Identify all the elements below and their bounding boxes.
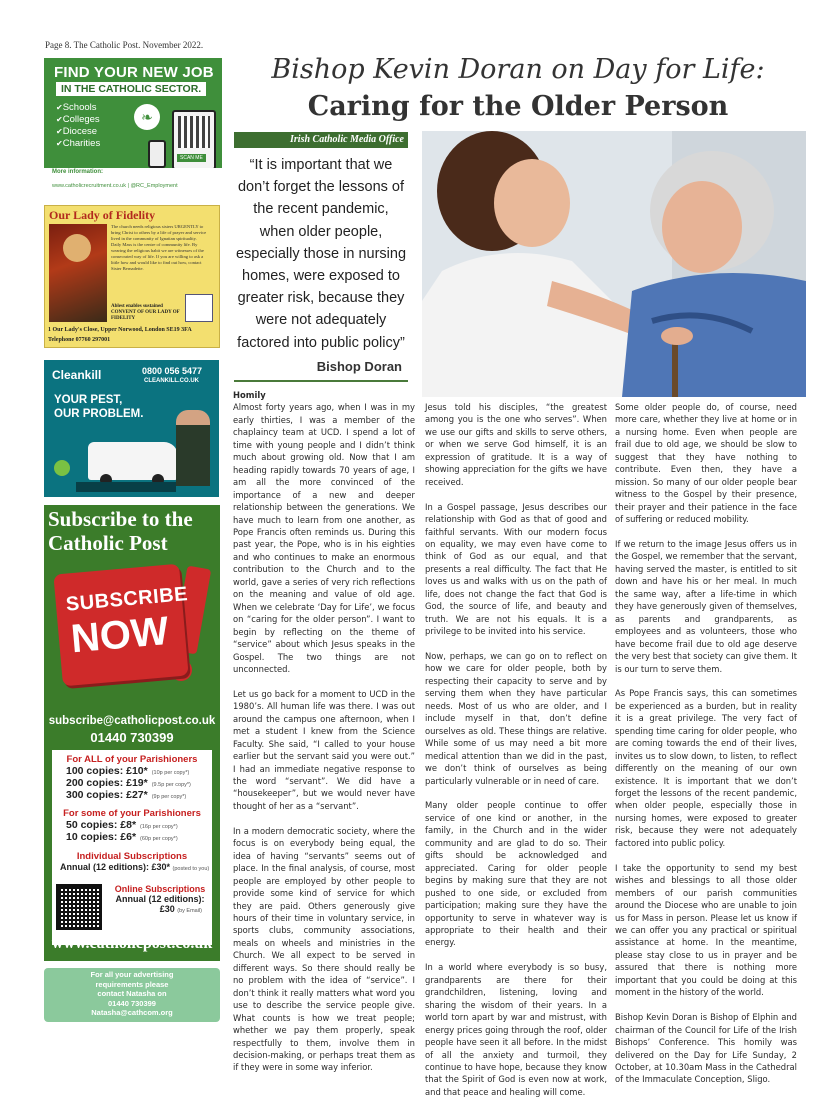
list-item: ✔ Charities bbox=[56, 138, 100, 150]
ad-phone[interactable]: 0800 056 5477 bbox=[142, 366, 203, 376]
caregiver-elderly-photo bbox=[422, 131, 806, 397]
van-image bbox=[88, 442, 178, 480]
subscribe-stamp bbox=[53, 564, 188, 687]
article-paragraph: In a world where everybody is so busy, grandparents are there for their grandchildren, listening, loving and sharing the wisdom of their years. In a world torn apart by war and mistrust, with energy prices going through the roof, older people have seen it all before. In the midst of all the anxiety and turmoil, they continue to have hope, because they know that the Spirit of God is even now at work, and that peace and healing will come. bbox=[425, 962, 607, 1097]
more-info-label: More information: bbox=[52, 169, 103, 175]
price-heading: For ALL of your Parishioners bbox=[66, 754, 198, 765]
article-column-3 bbox=[615, 401, 797, 1098]
cleankill-ad[interactable] bbox=[44, 360, 219, 497]
article-column-2 bbox=[425, 401, 607, 1111]
cleankill-logo: Cleankill bbox=[52, 368, 102, 382]
qr-code[interactable] bbox=[56, 884, 102, 930]
headline-line2: Caring for the Older Person bbox=[307, 91, 729, 122]
subscribe-email[interactable]: subscribe@catholicpost.co.uk bbox=[48, 715, 216, 727]
price-group-online bbox=[112, 884, 208, 914]
ad-headline: FIND YOUR NEW JOB bbox=[54, 64, 214, 81]
price-heading: For some of your Parishioners bbox=[63, 808, 201, 819]
page-folio: Page 8. The Catholic Post. November 2022. bbox=[45, 40, 204, 50]
ad-website[interactable]: CLEANKILL.CO.UK bbox=[144, 378, 199, 384]
stamp-text: NOW bbox=[69, 608, 171, 662]
pull-quote-author: Bishop Doran bbox=[316, 359, 402, 374]
price-heading: Online Subscriptions bbox=[114, 884, 206, 894]
article-paragraph: Let us go back for a moment to UCD in the 1980’s. All human life was there. I was out around the campus one afternoon, when I met a student I knew from the Science Faculty. She said, “I called to your house earlier but the servant said you were out.” I had an immediate negative response to the word “servant”. We did have a “housekeeper”, but we would never have thought of her as a “servant”. bbox=[233, 688, 415, 811]
subscribe-phone[interactable]: 01440 730399 bbox=[90, 730, 174, 745]
price-panel bbox=[52, 750, 212, 945]
photo-illustration bbox=[422, 131, 806, 397]
ad-slogan: OUR PROBLEM. bbox=[54, 408, 144, 420]
article-paragraph: Bishop Kevin Doran is Bishop of Elphin and chairman of the Council for Life of the Irish Bishops’ Conference. This homily was delivered on the Day for Life Sunday, 2 October, at 10.30am Mass in the Cathedral of the Immaculate Conception, Sligo. bbox=[615, 1012, 797, 1085]
ad-title: Our Lady of Fidelity bbox=[49, 208, 156, 222]
price-group-all bbox=[52, 754, 212, 801]
article-paragraph: Almost forty years ago, when I was in my early thirties, I was a member of the chaplaincy team at UCD. I spend a lot of time with young people and I didn’t think much about growing old. Now that I am heading rapidly towards 70 years of age, I am all the more convinced of the importance of a new and deeper relationship between the generations. We have much to learn from one another, as Pope Francis often reminds us. During this past year, the Pope, who is in his eighties and who continues to make an enormous contribution to the Church and to the world, gave a series of very rich reflections on the meaning and value of old age. When we celebrate ‘Day for Life’, we focus on “caring for the older person”. I want to begin by reflecting on the theme of “service” about which Jesus speaks in the Gospel. The two things are not unconnected. bbox=[233, 402, 415, 674]
article-paragraph: In a Gospel passage, Jesus describes our relationship with God as that of good and faithful servants. With our modern focus on equality, we may even have come to think of God as our equal, and that presents a real difficulty. The fact that He loves us and walks with us on the path of life, does not change the fact that God is God, the source of life, and beauty and truth. We are not his equals. It is a privilege to be invited into his service. bbox=[425, 501, 607, 637]
divider bbox=[234, 380, 408, 382]
madonna-image bbox=[49, 224, 107, 322]
ad-subheadline: IN THE CATHOLIC SECTOR. bbox=[56, 82, 206, 96]
price-group-individual bbox=[52, 851, 212, 872]
article-paragraph: Now, perhaps, we can go on to reflect on how we care for older people, both by respecting their capacity to serve and by serving them when they have particular needs. Most of us who are older, and I include myself in that, don’t define ourselves as old. These things are relative. While some of us may need a bit more medical attention than we did in the past, we don’t think of ourselves as being particularly vulnerable or in need of care. bbox=[425, 651, 607, 786]
subscribe-ad[interactable] bbox=[44, 505, 220, 961]
fidelity-convent-ad[interactable] bbox=[44, 205, 220, 348]
list-item: ✔ Diocese bbox=[56, 126, 100, 138]
article-paragraph: Some older people do, of course, need more care, whether they live at home or in a nursing home. Even when people are frail due to old age, we should be slow to suggest that they have nothing to contribute. Even then, they have a mission. So many of our older people bear witness to the Gospel by their presence, their prayer and their patience in the face of suffering or reduced mobility. bbox=[615, 402, 797, 525]
list-item: ✔ Colleges bbox=[56, 114, 100, 126]
headline-line1: Bishop Kevin Doran on Day for Life: bbox=[271, 54, 765, 85]
ad-list bbox=[56, 102, 100, 150]
article-paragraph: If we return to the image Jesus offers us in the Gospel, we remember that the servant, having served the master, is entitled to sit down and have his or her meal. In much the same way, after a life-time in which they have generously given of themselves, as parents and grandparents, as employees and as volunteers, those who have become frail due to old age deserve the very best that society can give them. It is our turn to serve them. bbox=[615, 538, 798, 674]
article-paragraph: In a modern democratic society, where the focus is on everybody being equal, the idea of having “servants” seems out of place. In the final analysis, of course, most people are employed by other people to provide some kind of service for which they are paid. Others generously give hours of their time in voluntary service, in sports clubs, community associations, meals on wheels and ministries in the Church. We all expect to be served in different ways. So there should really be no problem with the idea of “service”. I don’t think it really matters what word you use to describe the service people give. What counts is how we treat people; whether we pay them properly, speak respectfully to them, involve them in decision-making, or perhaps treat them as if they were in some way inferior. bbox=[233, 825, 415, 1073]
article-paragraph: I take the opportunity to send my best wishes and blessings to all those older members of our parish communities around the Diocese who are unable to join us for Mass in person. Please let us know if we can offer you any practical or spiritual assistance at home. In the meantime, please stay close to us in prayer and be assured that there is nothing more important that you could be doing at this moment in the history of the world. bbox=[615, 862, 797, 998]
list-item: ✔ Schools bbox=[56, 102, 100, 114]
contact-line: For all your advertising bbox=[90, 970, 174, 979]
byline: Irish Catholic Media Office bbox=[234, 132, 408, 148]
price-group-some bbox=[52, 808, 212, 843]
delivery-note: * including delivery bbox=[124, 924, 175, 930]
price-row: 100 copies: £10* (10p per copy*) bbox=[66, 765, 190, 777]
ad-title: Subscribe to the Catholic Post bbox=[48, 507, 193, 555]
section-heading: Homily bbox=[233, 390, 266, 400]
price-row: 10 copies: £6* (60p per copy*) bbox=[66, 831, 178, 843]
article-paragraph: As Pope Francis says, this can sometimes be experienced as a burden, but in reality it is a great privilege. The very fact of spending time caring for older people, who are coming towards the end of their lives, invites us to slow down, to listen, to reflect differently on the meaning of our own existence. It is important that we don’t forget the lessons of the recent pandemic, when older people, especially those in nursing homes, were exposed to greater risk, because they were not adequately factored into public policy. bbox=[615, 688, 797, 848]
technician-image bbox=[176, 410, 210, 486]
price-heading: Individual Subscriptions bbox=[76, 851, 188, 862]
qr-code[interactable] bbox=[178, 116, 210, 148]
subscribe-website[interactable]: www.catholicpost.co.uk bbox=[51, 935, 213, 952]
price-row: £30 (by Email) bbox=[159, 904, 202, 914]
contact-line: contact Natasha on bbox=[97, 989, 167, 998]
badge-icon bbox=[54, 460, 70, 476]
advertising-contact-box[interactable] bbox=[44, 968, 220, 1022]
article-paragraph: Jesus told his disciples, “the greatest among you is the one who serves”. When we use our gifts and skills to serve others, or when we serve God himself, it is an expression of gratitude. It is a way of showing appreciation for the gifts we have received. bbox=[425, 402, 607, 487]
catholic-recruitment-ad[interactable] bbox=[44, 58, 222, 196]
stamp-text: SUBSCRIBE bbox=[65, 583, 189, 616]
scan-label: SCAN ME bbox=[177, 154, 206, 162]
price-row: Annual (12 editions): bbox=[115, 894, 205, 904]
crest-icon bbox=[185, 294, 213, 322]
ad-slogan: YOUR PEST, bbox=[54, 394, 123, 406]
accreditation-strip bbox=[76, 482, 176, 492]
article-paragraph: Many older people continue to offer service of one kind or another, in the family, in the Church and in the wider community and are glad to do so. Their gifts should be acknowledged and appreciated. Caring for older people begins by making sure that they are not pushed to one side, or excluded from participation; making sure they have the opportunity to serve in whatever way is appropriate to their health and their energy. bbox=[425, 800, 607, 948]
price-row: 200 copies: £19* (9.5p per copy*) bbox=[66, 777, 191, 789]
price-row: 50 copies: £8* (16p per copy*) bbox=[66, 819, 178, 831]
ad-address: 1 Our Lady's Close, Upper Norwood, London SE19 3FA Telephone 07760 297001 bbox=[48, 327, 192, 343]
phone-icon bbox=[148, 140, 166, 168]
dove-icon: ❧ bbox=[134, 104, 160, 130]
article-column-1 bbox=[233, 389, 415, 1086]
convent-name: Ablest enables sustained CONVENT OF OUR LADY OF FIDELITY bbox=[111, 304, 180, 321]
contact-line: requirements please bbox=[95, 979, 169, 989]
pull-quote: “It is important that we don’t forget the lessons of the recent pandemic, when older people, especially those in nursing homes, were exposed to greater risk, because they were not adequately factored into public policy” bbox=[235, 157, 407, 351]
article-headline bbox=[232, 52, 804, 126]
price-row: 300 copies: £27* (9p per copy*) bbox=[66, 789, 187, 801]
ad-website[interactable]: www.catholicrecruitment.co.uk | @RC_Employment bbox=[52, 183, 178, 189]
price-row: Annual (12 editions): £30* (posted to you) bbox=[60, 862, 210, 872]
contact-line[interactable]: Natasha@cathcom.org bbox=[91, 1008, 173, 1017]
contact-line[interactable]: 01440 730399 bbox=[108, 998, 156, 1008]
ad-body: The church needs religious sisters URGENTLY to bring Christ to others by a life of prayer and service lived in the community of Ignatian spirituality. Daily Mass is the centre of community life. By wearing the religious habit we are witnesses of the consecrated way of life. If you are willing to ask a little how and would like to find out how, contact Sister Bernadette. bbox=[111, 224, 207, 271]
